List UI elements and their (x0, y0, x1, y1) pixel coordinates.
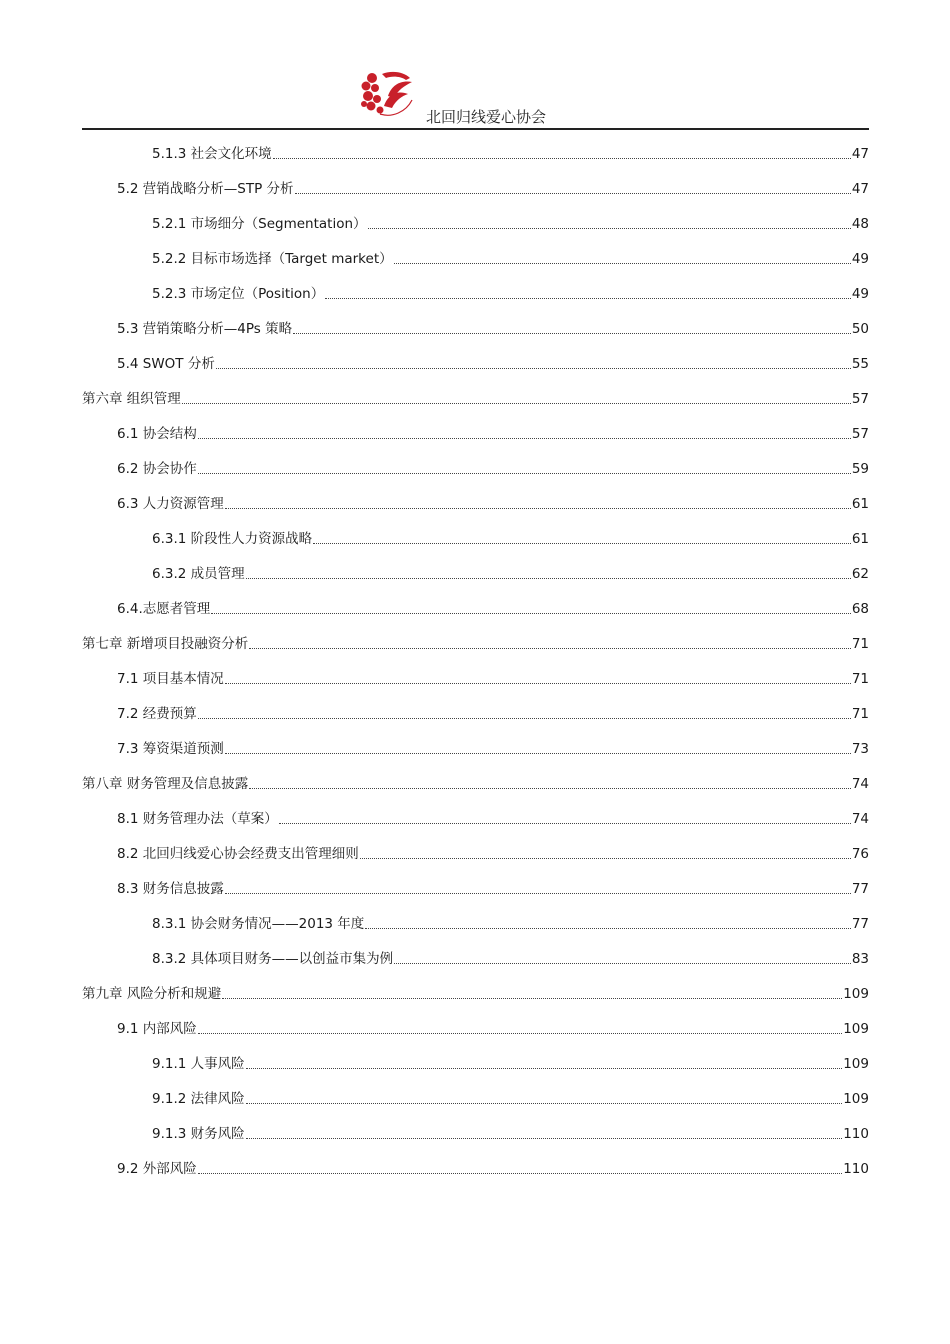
toc-entry[interactable] (117, 1013, 869, 1037)
toc-entry-title: 7.2 经费预算 (117, 706, 197, 722)
toc-entry-page-number: 62 (851, 566, 869, 582)
toc-entry-title: 5.2.3 市场定位（Position） (152, 286, 325, 302)
association-logo (358, 66, 416, 120)
toc-entry[interactable] (152, 208, 869, 232)
toc-entry-page-number: 77 (851, 881, 869, 897)
toc-entry[interactable] (117, 803, 869, 827)
toc-entry[interactable] (82, 628, 869, 652)
toc-entry-title: 6.4.志愿者管理 (117, 601, 211, 617)
dot-leader (360, 858, 851, 859)
page-header (0, 60, 950, 132)
toc-entry-title: 6.1 协会结构 (117, 426, 197, 442)
toc-entry[interactable] (152, 558, 869, 582)
dot-leader (313, 543, 851, 544)
toc-entry[interactable] (117, 1153, 869, 1177)
toc-entry-title: 5.4 SWOT 分析 (117, 356, 215, 372)
toc-entry[interactable] (152, 243, 869, 267)
toc-entry-title: 9.1.1 人事风险 (152, 1056, 245, 1072)
toc-entry-page-number: 74 (851, 776, 869, 792)
dot-leader (249, 648, 851, 649)
toc-entry[interactable] (152, 523, 869, 547)
toc-entry-title: 6.3.2 成员管理 (152, 566, 245, 582)
dot-leader (225, 683, 851, 684)
toc-entry-title: 6.2 协会协作 (117, 461, 197, 477)
dot-leader (325, 298, 851, 299)
toc-entry-title: 5.3 营销策略分析—4Ps 策略 (117, 321, 293, 337)
toc-entry-title: 9.2 外部风险 (117, 1161, 197, 1177)
toc-entry-title: 9.1 内部风险 (117, 1021, 197, 1037)
toc-entry-title: 7.1 项目基本情况 (117, 671, 224, 687)
toc-entry-title: 8.3 财务信息披露 (117, 881, 224, 897)
dot-leader (216, 368, 851, 369)
toc-entry-page-number: 55 (851, 356, 869, 372)
dot-leader (394, 263, 851, 264)
toc-entry-title: 6.3.1 阶段性人力资源战略 (152, 531, 313, 547)
toc-entry-title: 8.3.2 具体项目财务——以创益市集为例 (152, 951, 394, 967)
toc-entry[interactable] (117, 873, 869, 897)
toc-entry-title: 5.2.2 目标市场选择（Target market） (152, 251, 393, 267)
toc-entry-page-number: 74 (851, 811, 869, 827)
toc-entry-title: 9.1.2 法律风险 (152, 1091, 245, 1107)
toc-entry-page-number: 109 (843, 1091, 869, 1107)
toc-entry-page-number: 83 (851, 951, 869, 967)
toc-entry-page-number: 50 (851, 321, 869, 337)
toc-entry[interactable] (152, 1083, 869, 1107)
toc-entry[interactable] (82, 978, 869, 1002)
toc-entry-title: 第七章 新增项目投融资分析 (82, 636, 249, 652)
header-rule (82, 128, 869, 130)
dot-leader (211, 613, 851, 614)
toc-entry-page-number: 68 (851, 601, 869, 617)
toc-entry-page-number: 71 (851, 706, 869, 722)
dot-leader (246, 1138, 843, 1139)
toc-entry[interactable] (117, 733, 869, 757)
dot-leader (198, 1033, 842, 1034)
toc-entry-title: 第八章 财务管理及信息披露 (82, 776, 249, 792)
dot-leader (246, 1068, 843, 1069)
dot-leader (225, 753, 851, 754)
toc-entry-title: 第六章 组织管理 (82, 391, 181, 407)
toc-entry[interactable] (152, 278, 869, 302)
toc-entry-page-number: 49 (851, 251, 869, 267)
toc-entry-title: 5.2.1 市场细分（Segmentation） (152, 216, 367, 232)
dot-leader (249, 788, 851, 789)
toc-entry-page-number: 109 (843, 986, 869, 1002)
toc-entry-page-number: 57 (851, 391, 869, 407)
toc-entry[interactable] (152, 1048, 869, 1072)
toc-entry-title: 第九章 风险分析和规避 (82, 986, 222, 1002)
dot-leader (222, 998, 842, 999)
toc-entry-title: 5.2 营销战略分析—STP 分析 (117, 181, 294, 197)
toc-entry[interactable] (152, 908, 869, 932)
dot-leader (273, 158, 851, 159)
toc-entry-title: 8.1 财务管理办法（草案） (117, 811, 278, 827)
toc-entry-page-number: 71 (851, 671, 869, 687)
toc-entry-title: 6.3 人力资源管理 (117, 496, 224, 512)
toc-entry[interactable] (117, 593, 869, 617)
toc-entry-page-number: 109 (843, 1056, 869, 1072)
toc-entry[interactable] (117, 418, 869, 442)
dot-leader (198, 438, 851, 439)
toc-entry-title: 8.2 北回归线爱心协会经费支出管理细则 (117, 846, 359, 862)
dot-leader (198, 718, 851, 719)
toc-entry-title: 8.3.1 协会财务情况——2013 年度 (152, 916, 365, 932)
toc-entry-page-number: 49 (851, 286, 869, 302)
toc-entry[interactable] (117, 838, 869, 862)
toc-entry-page-number: 57 (851, 426, 869, 442)
dot-leader (279, 823, 851, 824)
toc-entry-page-number: 76 (851, 846, 869, 862)
dot-leader (225, 508, 851, 509)
toc-entry[interactable] (117, 313, 869, 337)
toc-entry[interactable] (117, 348, 869, 372)
toc-entry-page-number: 71 (851, 636, 869, 652)
dot-leader (198, 473, 851, 474)
dot-leader (295, 193, 851, 194)
dot-leader (394, 963, 851, 964)
toc-entry-page-number: 109 (843, 1021, 869, 1037)
toc-entry-page-number: 77 (851, 916, 869, 932)
toc-entry-page-number: 61 (851, 496, 869, 512)
toc-entry[interactable] (117, 698, 869, 722)
dot-leader (365, 928, 851, 929)
toc-entry[interactable] (117, 663, 869, 687)
dot-leader (246, 578, 851, 579)
toc-entry[interactable] (117, 453, 869, 477)
toc-entry-title: 5.1.3 社会文化环境 (152, 146, 272, 162)
toc-entry-page-number: 47 (851, 181, 869, 197)
toc-entry-title: 7.3 筹资渠道预测 (117, 741, 224, 757)
toc-entry[interactable] (152, 138, 869, 162)
toc-entry[interactable] (82, 383, 869, 407)
dot-leader (246, 1103, 843, 1104)
toc-entry[interactable] (117, 488, 869, 512)
toc-entry[interactable] (152, 943, 869, 967)
toc-entry-page-number: 110 (843, 1161, 869, 1177)
dot-leader (293, 333, 851, 334)
toc-entry[interactable] (117, 173, 869, 197)
toc-entry-page-number: 110 (843, 1126, 869, 1142)
toc-entry-page-number: 48 (851, 216, 869, 232)
toc-entry-page-number: 47 (851, 146, 869, 162)
toc-entry[interactable] (152, 1118, 869, 1142)
toc-entry-page-number: 59 (851, 461, 869, 477)
dot-leader (368, 228, 851, 229)
toc-entry-title: 9.1.3 财务风险 (152, 1126, 245, 1142)
organization-name: 北回归线爱心协会 (426, 108, 547, 126)
dot-leader (198, 1173, 842, 1174)
dot-leader (182, 403, 851, 404)
toc-entry-page-number: 73 (851, 741, 869, 757)
toc-entry-page-number: 61 (851, 531, 869, 547)
dot-leader (225, 893, 851, 894)
toc-entry[interactable] (82, 768, 869, 792)
